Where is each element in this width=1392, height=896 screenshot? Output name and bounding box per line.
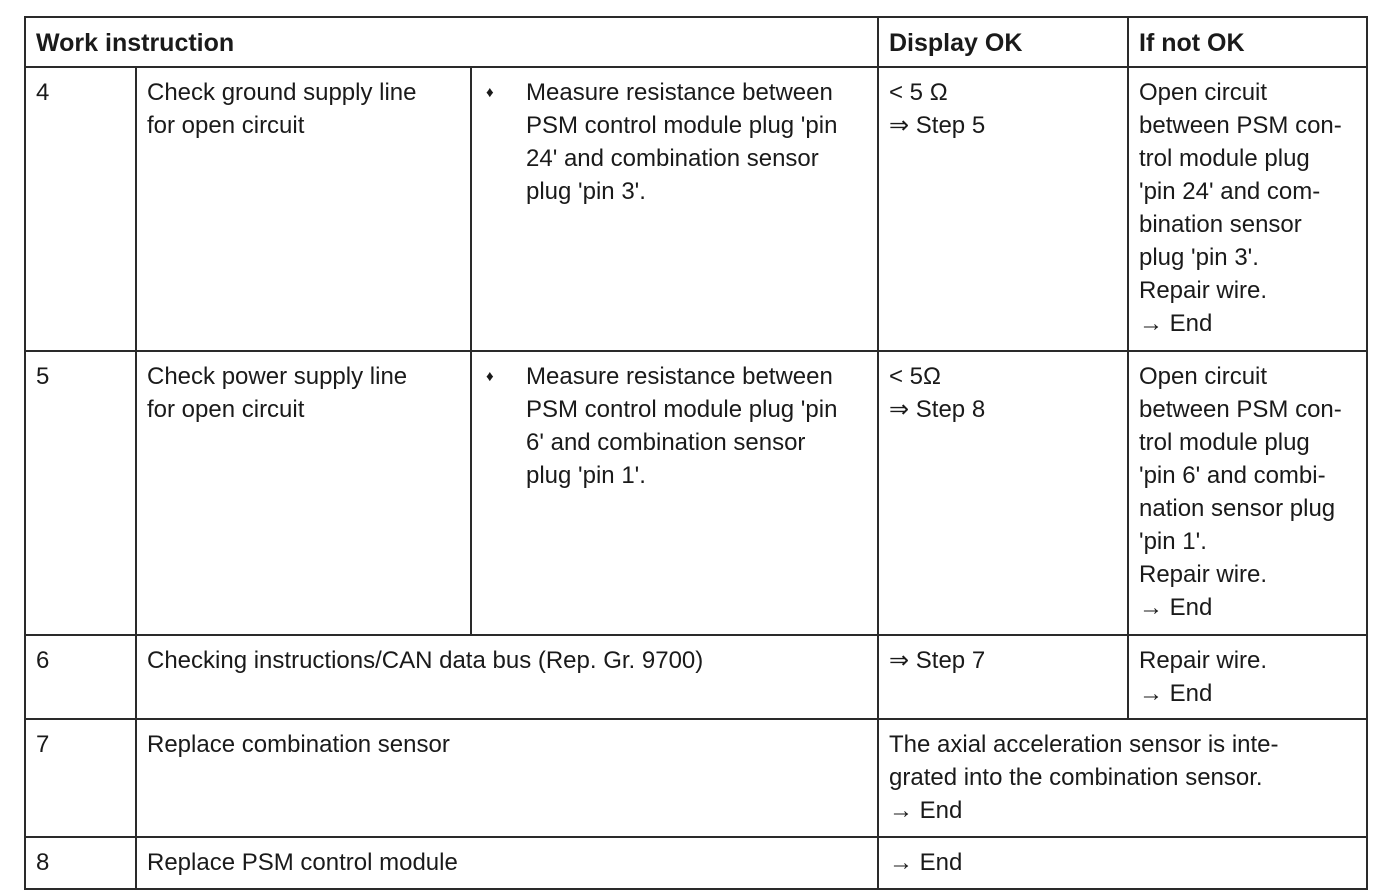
task-line: for open circuit	[147, 112, 305, 139]
step-number: 4	[25, 67, 136, 351]
if-not-ok-line: trol module plug	[1139, 429, 1310, 456]
task-cell	[136, 351, 471, 635]
table-row-step-8	[25, 837, 1367, 889]
table-row-step-5	[25, 351, 1367, 635]
action-line: PSM control module plug 'pin	[526, 396, 838, 423]
display-ok-line: < 5Ω	[889, 363, 941, 390]
if-not-ok-cell	[1128, 67, 1367, 351]
step-number: 5	[25, 351, 136, 635]
action-line: Measure resistance between	[526, 79, 833, 106]
header-display-ok: Display OK	[878, 17, 1128, 67]
if-not-ok-cell	[1128, 635, 1367, 719]
if-not-ok-line: nation sensor plug	[1139, 495, 1336, 522]
task-line: for open circuit	[147, 396, 305, 423]
note-line: grated into the combination sensor.	[889, 764, 1263, 791]
if-not-ok-line: plug 'pin 3'.	[1139, 244, 1259, 271]
header-work-instruction: Work instruction	[25, 17, 878, 67]
if-not-ok-line: → End	[1139, 310, 1213, 337]
if-not-ok-line: → End	[1139, 680, 1213, 707]
if-not-ok-line: between PSM con-	[1139, 112, 1342, 139]
display-ok-cell: ⇒ Step 7	[878, 635, 1128, 719]
action-line: 24' and combination sensor	[526, 145, 819, 172]
action-line: PSM control module plug 'pin	[526, 112, 838, 139]
step-number: 8	[25, 837, 136, 889]
if-not-ok-line: Repair wire.	[1139, 561, 1268, 588]
if-not-ok-line: Open circuit	[1139, 363, 1268, 390]
task-line: Check power supply line	[147, 363, 408, 390]
if-not-ok-line: Repair wire.	[1139, 277, 1268, 304]
step-number: 6	[25, 635, 136, 719]
table-row-step-7	[25, 719, 1367, 837]
display-ok-cell: → End	[878, 837, 1367, 889]
display-ok-line: < 5 Ω	[889, 79, 948, 106]
header-if-not-ok: If not OK	[1128, 17, 1367, 67]
if-not-ok-cell	[1128, 351, 1367, 635]
action-line: plug 'pin 1'.	[526, 462, 646, 489]
action-line: 6' and combination sensor	[526, 429, 806, 456]
action-line: Measure resistance between	[526, 363, 833, 390]
note-line: The axial acceleration sensor is inte-	[889, 731, 1279, 758]
task-cell: Replace combination sensor	[136, 719, 878, 837]
table-row-step-4	[25, 67, 1367, 351]
task-line: Check ground supply line	[147, 79, 417, 106]
if-not-ok-line: 'pin 1'.	[1139, 528, 1207, 555]
bullet-diamond-icon: ♦	[486, 368, 494, 385]
task-cell: Checking instructions/CAN data bus (Rep. Gr. 9700)	[136, 635, 878, 719]
if-not-ok-line: bination sensor	[1139, 211, 1302, 238]
step-number: 7	[25, 719, 136, 837]
table-row-step-6	[25, 635, 1367, 719]
if-not-ok-line: Open circuit	[1139, 79, 1268, 106]
action-cell	[471, 351, 878, 635]
task-cell: Replace PSM control module	[136, 837, 878, 889]
display-ok-cell	[878, 67, 1128, 351]
if-not-ok-line: between PSM con-	[1139, 396, 1342, 423]
if-not-ok-line: 'pin 24' and com-	[1139, 178, 1321, 205]
if-not-ok-line: 'pin 6' and combi-	[1139, 462, 1326, 489]
if-not-ok-line: → End	[1139, 594, 1213, 621]
work-instruction-table	[24, 16, 1368, 890]
header-row	[25, 17, 1367, 67]
if-not-ok-line: trol module plug	[1139, 145, 1310, 172]
action-cell	[471, 67, 878, 351]
action-line: plug 'pin 3'.	[526, 178, 646, 205]
bullet-diamond-icon: ♦	[486, 84, 494, 101]
if-not-ok-line: Repair wire.	[1139, 647, 1268, 674]
note-cell	[878, 719, 1367, 837]
display-ok-cell	[878, 351, 1128, 635]
display-ok-line: ⇒ Step 5	[889, 112, 986, 139]
display-ok-line: ⇒ Step 8	[889, 396, 986, 423]
note-line: → End	[889, 797, 963, 824]
task-cell	[136, 67, 471, 351]
